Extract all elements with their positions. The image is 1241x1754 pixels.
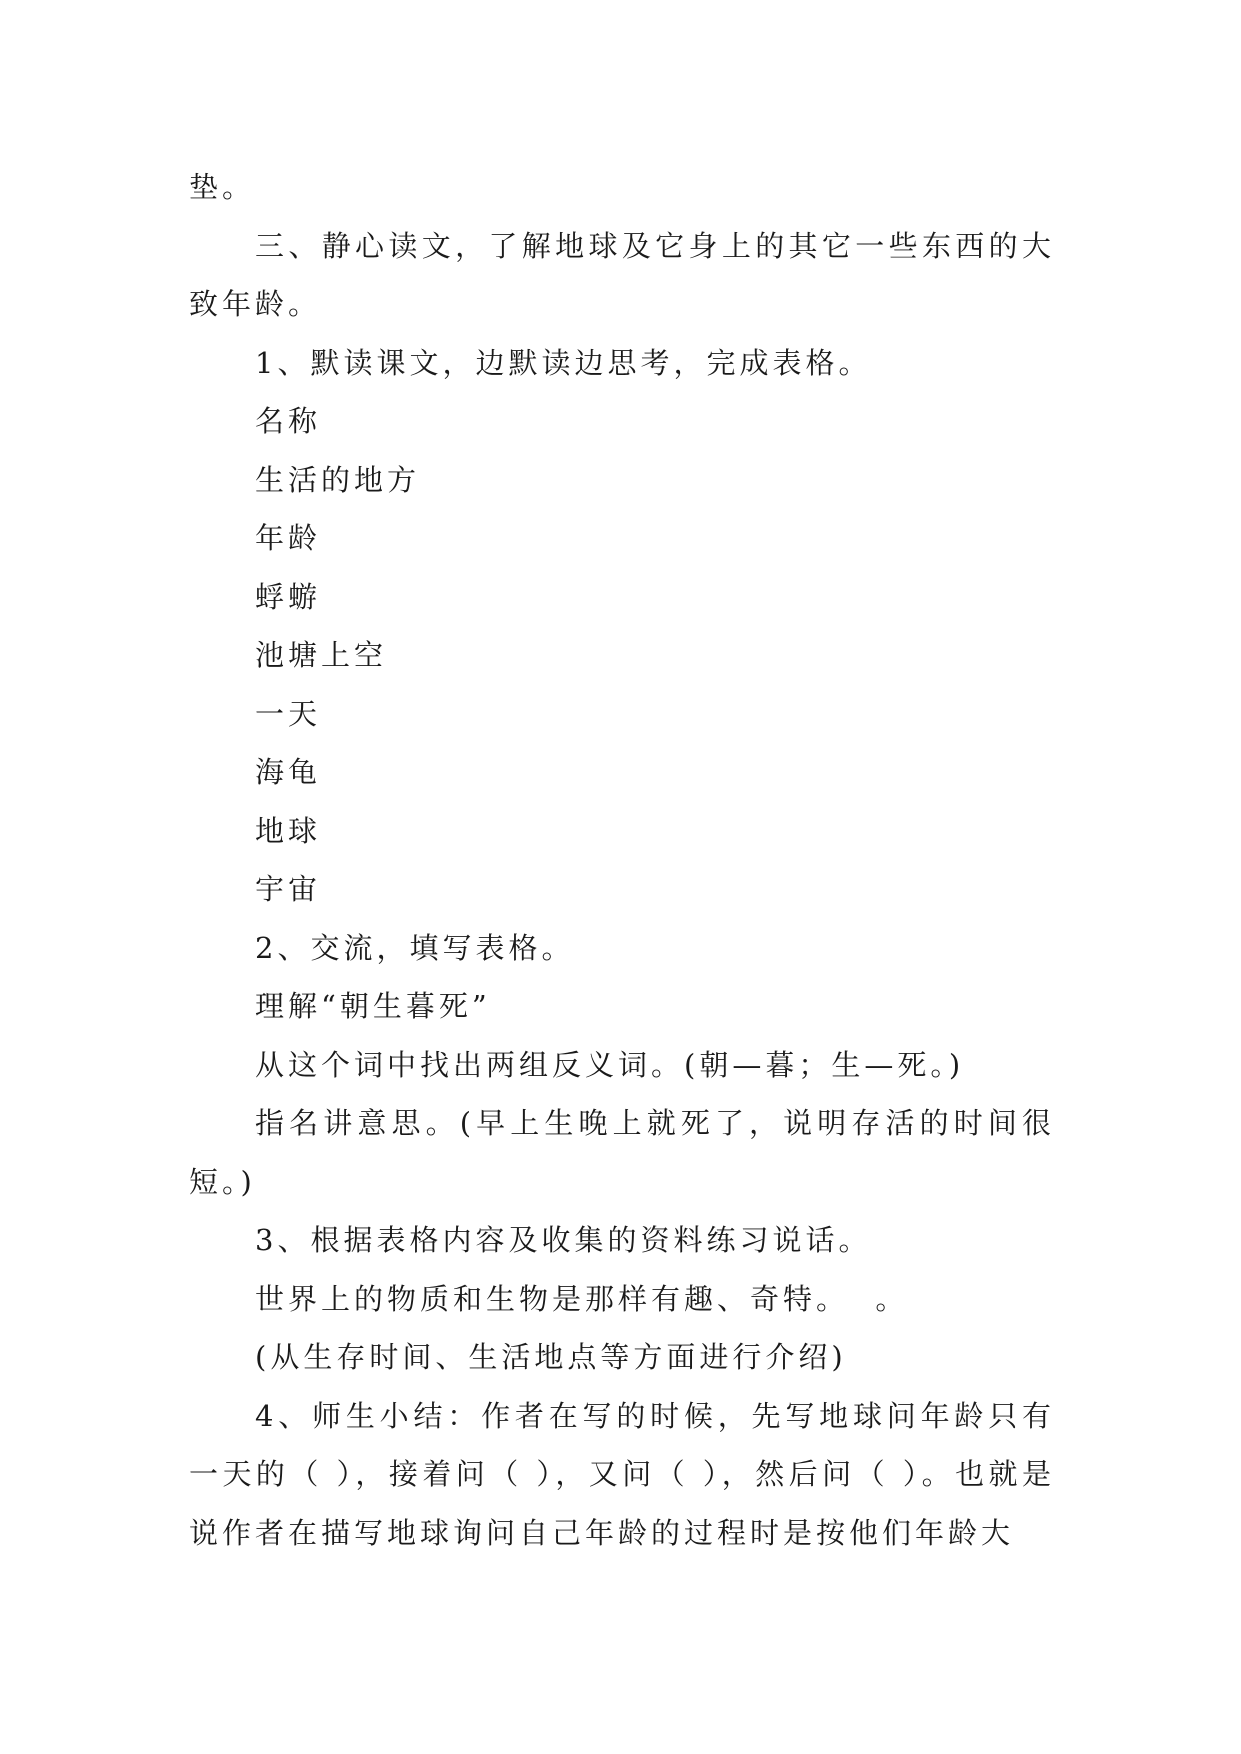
text-line-continuation: 垫。: [189, 170, 256, 204]
table-cell: 名称: [255, 404, 322, 438]
section-heading: 三、静心读文，了解地球及它身上的其它一些东西的大致年龄。: [189, 228, 1055, 321]
step-1: 1、默读课文，边默读边思考，完成表格。: [255, 345, 872, 380]
paragraph: (从生存时间、生活地点等方面进行介绍): [255, 1340, 847, 1374]
table-cell: 海龟: [255, 755, 322, 789]
step-4: 4、师生小结：作者在写的时候，先写地球问年龄只有一天的（ ），接着问（ ），又问（ ），然后问（ ）。也就是说作者在描写地球询问自己年龄的过程时是按他们年龄大: [189, 1398, 1055, 1550]
paragraph: 理解“朝生暮死”: [255, 989, 491, 1023]
paragraph: 指名讲意思。(早上生晚上就死了，说明存活的时间很短。): [189, 1106, 1055, 1199]
paragraph: 世界上的物质和生物是那样有趣、奇特。 。: [255, 1281, 909, 1316]
paragraph: 从这个词中找出两组反义词。(朝—暮；生—死。): [255, 1047, 965, 1082]
table-cell: 蜉蝣: [255, 579, 322, 614]
step-3: 3、根据表格内容及收集的资料练习说话。: [255, 1223, 872, 1257]
step-2: 2、交流，填写表格。: [255, 930, 575, 965]
table-cell: 宇宙: [255, 872, 322, 906]
table-cell: 年龄: [255, 521, 322, 555]
table-cell: 地球: [255, 813, 322, 848]
table-cell: 生活的地方: [255, 462, 421, 497]
table-cell: 一天: [255, 696, 322, 731]
document-page: [189, 158, 1055, 1562]
table-cell: 池塘上空: [255, 638, 388, 672]
